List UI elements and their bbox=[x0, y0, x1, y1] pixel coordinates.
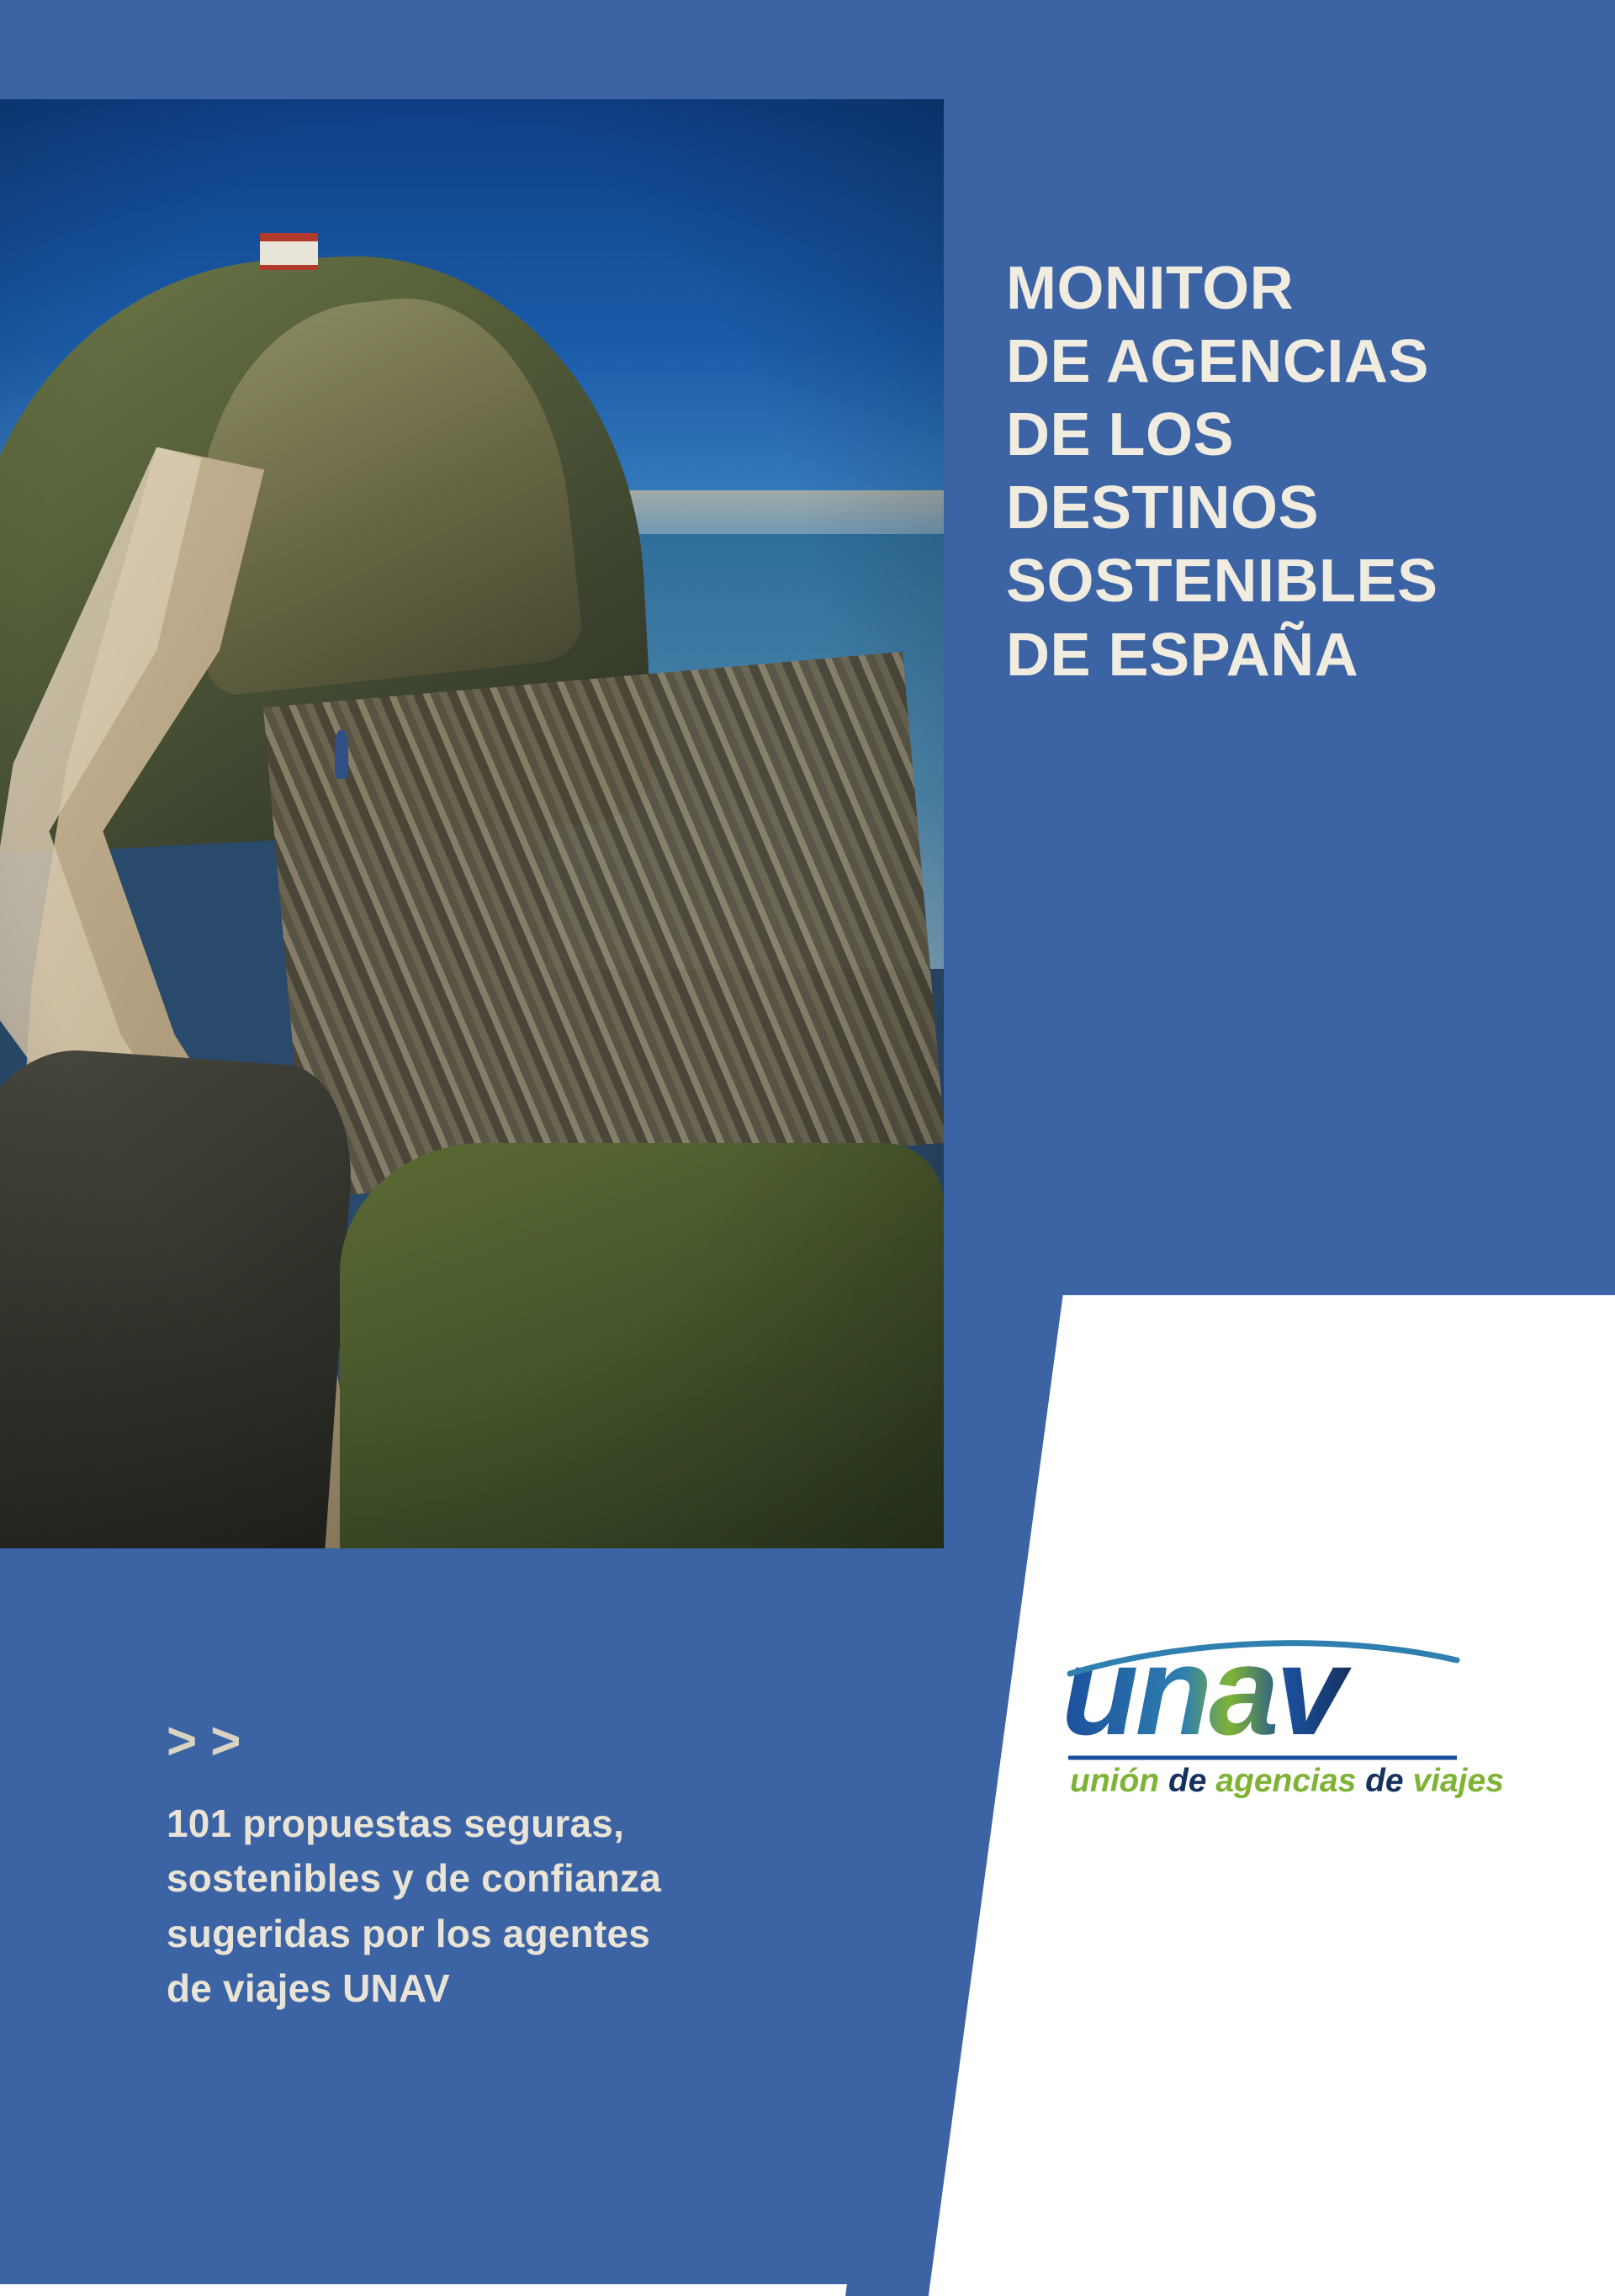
subtitle-line-3: sugeridas por los agentes bbox=[167, 1911, 651, 1955]
cover-photo bbox=[0, 99, 944, 1548]
page-title bbox=[1006, 252, 1595, 692]
subtitle-line-4: de viajes UNAV bbox=[167, 1965, 450, 2010]
subtitle-block bbox=[167, 1712, 873, 2016]
unav-logo-graphic bbox=[1062, 1623, 1566, 1825]
subtitle-line-2: sostenibles y de confianza bbox=[167, 1856, 662, 1901]
unav-logo bbox=[1062, 1623, 1566, 1825]
title-line-4: DESTINOS bbox=[1006, 474, 1320, 542]
title-line-1: MONITOR bbox=[1006, 255, 1295, 322]
subtitle-line-1: 101 propuestas seguras, bbox=[167, 1801, 625, 1845]
unav-wordmark-text: unav bbox=[1062, 1623, 1343, 1761]
title-line-5: SOSTENIBLES bbox=[1006, 548, 1438, 616]
unav-subtitle-text: unión de agencias de viajes bbox=[1070, 1763, 1504, 1799]
title-line-2: DE AGENCIAS bbox=[1006, 328, 1429, 396]
title-line-6: DE ESPAÑA bbox=[1006, 621, 1359, 689]
title-line-3: DE LOS bbox=[1006, 401, 1235, 469]
photo-vignette bbox=[0, 99, 944, 1548]
chevron-double-right-icon: >> bbox=[167, 1712, 255, 1770]
